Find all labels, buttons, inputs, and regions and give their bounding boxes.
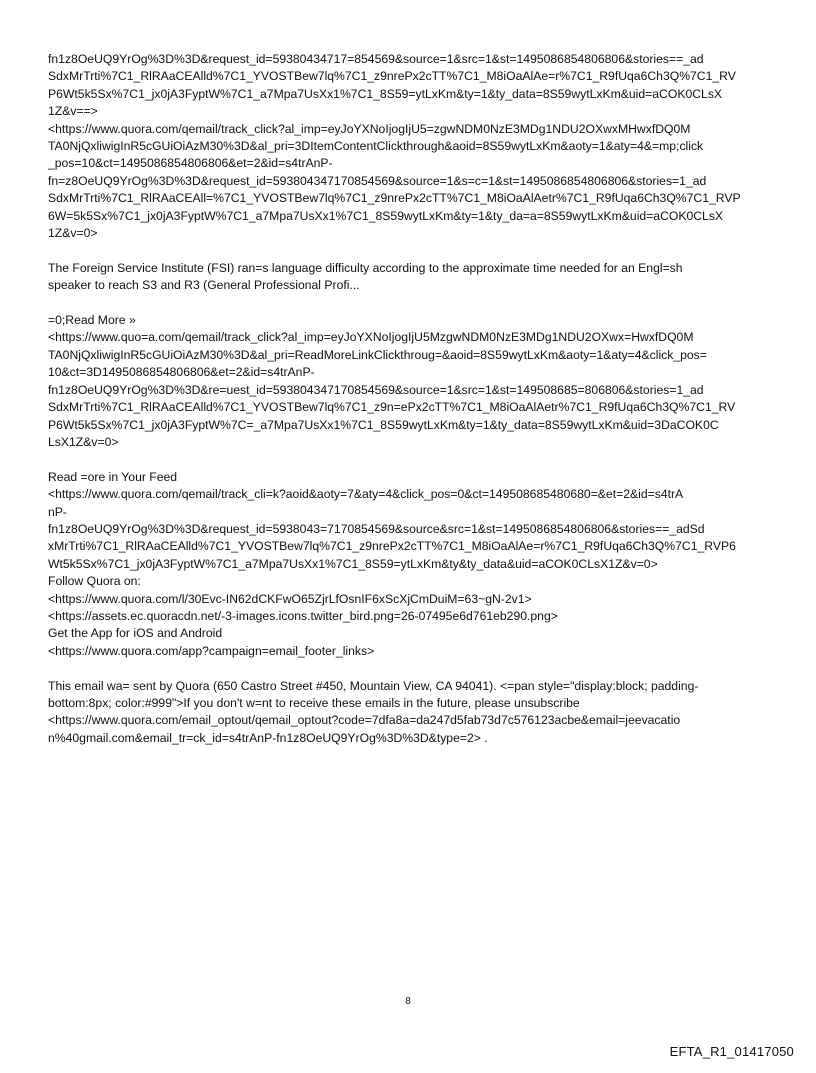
text-line: 6W=5k5Sx%7C1_jx0jA3FyptW%7C1_a7Mpa7UsXx1%7C1_8S59wytLxKm&ty=1&ty_da=a=8S59wytLxKm&uid=aCOK0CLsX	[48, 208, 724, 223]
paragraph-gap	[48, 242, 778, 259]
text-line: P6Wt5k5Sx%7C1_jx0jA3FyptW%7C1_a7Mpa7UsXx1%7C1_8S59=ytLxKm&ty=1&ty_data=8S59wytLxKm&uid=aCOK0CLsX	[48, 86, 723, 101]
text-line: =0;Read More »	[48, 313, 136, 328]
email-body-text	[48, 51, 778, 747]
text-line: Wt5k5Sx%7C1_jx0jA3FyptW%7C1_a7Mpa7UsXx1%7C1_8S59=ytLxKm&ty&ty_data&uid=aCOK0CLsX1Z&v=0>	[48, 556, 658, 571]
text-line: <https://www.quora.com/qemail/track_click?al_imp=eyJoYXNoIjogIjU5=zgwNDM0NzE3MDg1NDU2OXwxMHwxfDQ0M	[48, 121, 691, 136]
text-line: fn1z8OeUQ9YrOg%3D%3D&request_id=5938043=7170854569&source&src=1&st=1495086854806806&stories==_adSd	[48, 521, 705, 536]
text-line: fn1z8OeUQ9YrOg%3D%3D&re=uest_id=593804347170854569&source=1&src=1&st=149508685=806806&stories=1_ad	[48, 382, 704, 397]
text-line: The Foreign Service Institute (FSI) ran=s language difficulty according to the approximate time needed for an Engl=sh	[48, 260, 683, 275]
text-line: <https://www.quora.com/email_optout/qemail_optout?code=7dfa8a=da247d5fab73d7c576123acbe&email=jeevacatio	[48, 713, 681, 728]
text-line: SdxMrTrti%7C1_RlRAaCEAll=%7C1_YVOSTBew7lq%7C1_z9nrePx2cTT%7C1_M8iOaAlAetr%7C1_R9fUqa6Ch3Q%7C1_RVP	[48, 191, 741, 206]
document-id: EFTA_R1_01417050	[669, 1044, 794, 1059]
text-line: speaker to reach S3 and R3 (General Professional Profi...	[48, 278, 360, 293]
paragraph-gap	[48, 295, 778, 312]
text-line: Read =ore in Your Feed	[48, 469, 178, 484]
text-line: n%40gmail.com&email_tr=ck_id=s4trAnP-fn1z8OeUQ9YrOg%3D%3D&type=2> .	[48, 730, 488, 745]
text-line: TA0NjQxliwigInR5cGUiOiAzM30%3D&al_pri=3DItemContentClickthrough&aoid=8S59wytLxKm&aoty=1&aty=4&=mp;click	[48, 139, 704, 154]
text-line: nP-	[48, 504, 67, 519]
text-line: Follow Quora on:	[48, 574, 141, 589]
text-line: SdxMrTrti%7C1_RlRAaCEAlld%7C1_YVOSTBew7lq%7C1_z9nrePx2cTT%7C1_M8iOaAlAe=r%7C1_R9fUqa6Ch3Q%7C1_RV	[48, 69, 736, 84]
text-line: <https://www.quora.com/qemail/track_cli=k?aoid&aoty=7&aty=4&click_pos=0&ct=149508685480680=&et=2&id=s4trA	[48, 487, 684, 502]
text-line: 1Z&v==>	[48, 104, 98, 119]
text-line: fn=z8OeUQ9YrOg%3D%3D&request_id=593804347170854569&source=1&s=c=1&st=1495086854806806&stories=1_ad	[48, 173, 707, 188]
text-line: 10&ct=3D1495086854806806&et=2&id=s4trAnP-	[48, 365, 315, 380]
text-line: 1Z&v=0>	[48, 226, 98, 241]
text-line: LsX1Z&v=0>	[48, 434, 119, 449]
page-number: 8	[405, 996, 411, 1007]
text-line: <https://assets.ec.quoracdn.net/-3-images.icons.twitter_bird.png=26-07495e6d761eb290.png>	[48, 608, 558, 623]
text-line: Get the App for iOS and Android	[48, 626, 223, 641]
text-line: <https://www.quora.com/l/30Evc-IN62dCKFwO65ZjrLfOsnIF6xScXjCmDuiM=63~gN-2v1>	[48, 591, 532, 606]
text-line: SdxMrTrti%7C1_RlRAaCEAlld%7C1_YVOSTBew7lq%7C1_z9n=ePx2cTT%7C1_M8iOaAlAetr%7C1_R9fUqa6Ch3Q%7C1_RV	[48, 400, 736, 415]
text-line: P6Wt5k5Sx%7C1_jx0jA3FyptW%7C=_a7Mpa7UsXx1%7C1_8S59wytLxKm&ty=1&ty_data=8S59wytLxKm&uid=3DaCOK0C	[48, 417, 719, 432]
text-line: This email wa= sent by Quora (650 Castro Street #450, Mountain View, CA 94041). <=pan style="display:block; padding-	[48, 678, 699, 693]
text-line: xMrTrti%7C1_RlRAaCEAlld%7C1_YVOSTBew7lq%7C1_z9nrePx2cTT%7C1_M8iOaAlAe=r%7C1_R9fUqa6Ch3Q%7C1_RVP6	[48, 539, 736, 554]
text-line: TA0NjQxliwigInR5cGUiOiAzM30%3D&al_pri=ReadMoreLinkClickthroug=&aoid=8S59wytLxKm&aoty=1&aty=4&click_pos=	[48, 347, 707, 362]
paragraph-gap	[48, 660, 778, 677]
text-line: <https://www.quora.com/app?campaign=email_footer_links>	[48, 643, 375, 658]
text-line: <https://www.quo=a.com/qemail/track_click?al_imp=eyJoYXNoIjogIjU5MzgwNDM0NzE3MDg1NDU2OXwx=HwxfDQ0M	[48, 330, 694, 345]
paragraph-gap	[48, 451, 778, 468]
text-line: bottom:8px; color:#999">If you don't w=nt to receive these emails in the future, please unsubscribe	[48, 695, 580, 710]
text-line: _pos=10&ct=1495086854806806&et=2&id=s4trAnP-	[48, 156, 333, 171]
text-line: fn1z8OeUQ9YrOg%3D%3D&request_id=59380434717=854569&source=1&src=1&st=1495086854806806&stories==_ad	[48, 52, 704, 66]
